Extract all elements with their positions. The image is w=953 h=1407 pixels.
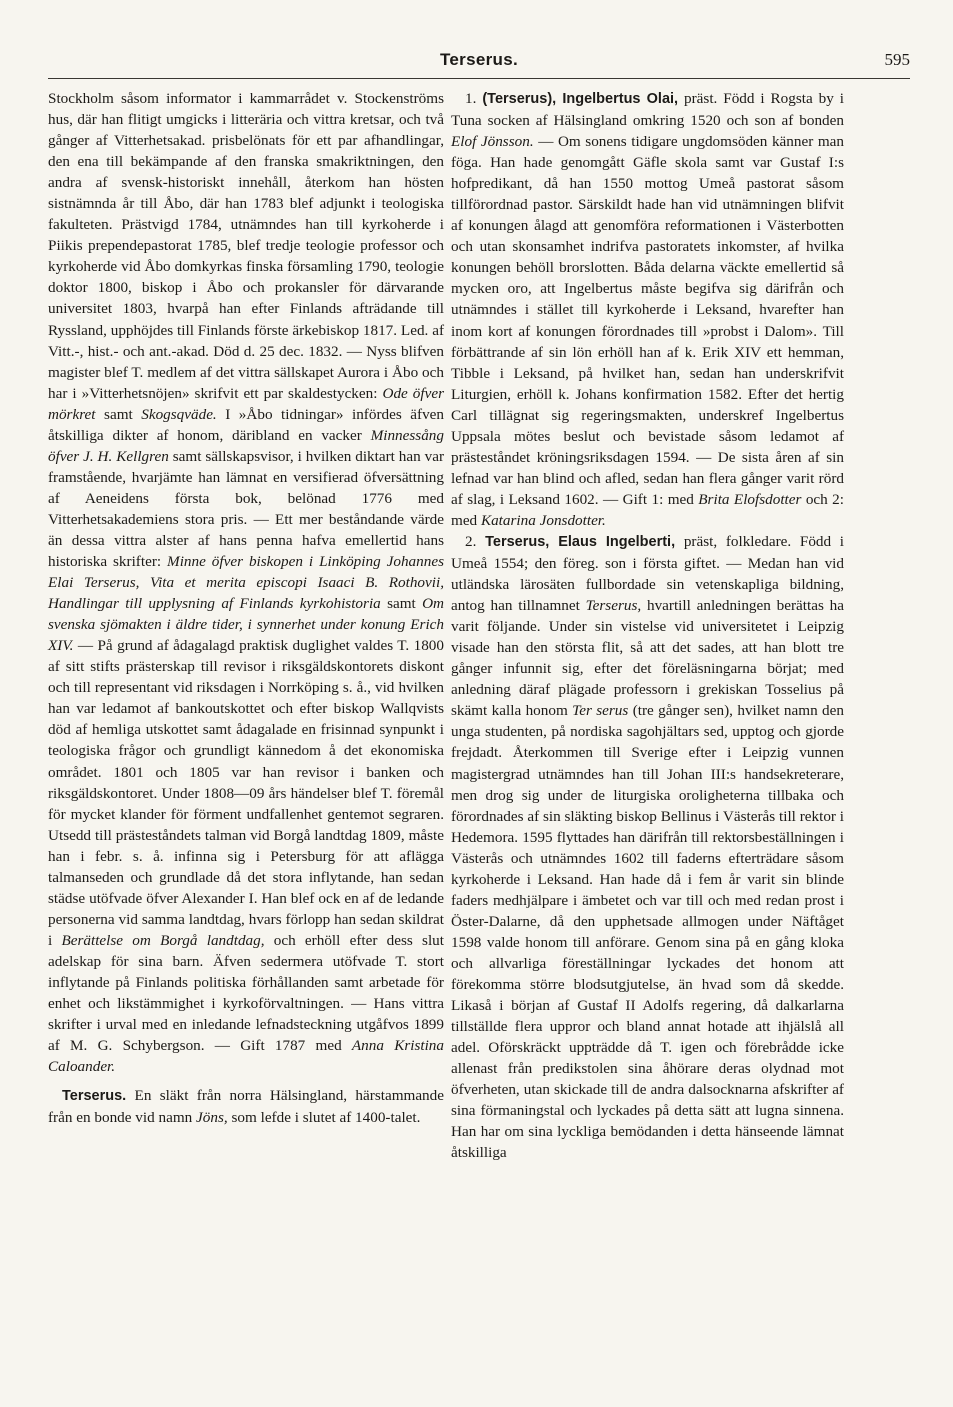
latin-phrase: Ter serus [572, 702, 629, 720]
text-run: samt [380, 595, 423, 613]
work-title: Ode öfver mörkret [48, 384, 445, 423]
text-run: samt sällskapsvisor, i hvilken diktart han var framstående, hvarjämte han lämnat en versifierad öfversättning af Aeneidens första bok, belönad 1776 med Vitterhetsakademiens stora pris. — Ett mer beståndande värde än dessa vittra alster af hans penna hafva emellertid hans historiska skrifter: [48, 447, 445, 571]
entry-headword: Terserus, Elaus Ingelberti, [485, 533, 676, 550]
text-run: Stockholm såsom informator i kammarrådet v. Stockenströms hus, där han flitigt umgicks i litteräria och vittra kretsar, och två gånger af Vitterhetsakad. prisbelönats för ett par afhandlingar, den ena till bekämpande af den franska smakriktningen, den andra af svensk-historiskt innehåll, återkom han hösten sistnämnda år till Åbo, där han 1783 blef adjunkt i teologiska fakulteten. Prästvigd 1784, utnämndes han till kyrkoherde i Piikis prependepastorat 1785, blef tredje teologie professor och kyrkoherde vid Åbo domkyrkas finska församling 1790, teologie doktor 1800, biskop i Åbo och prokansler för därvarande universitet 1803, hvarpå han efter Finlands afträdande till Ryssland, upphöjdes till Finlands förste ärkebiskop 1817. Led. af Vitt.-, hist.- och ant.-akad. Död d. 25 dec. 1832. — Nyss blifven magister blef T. medlem af det vittra sällskapet Aurora i Åbo och har i »Vitterhetsnöjen» skrifvit ett par skaldestycken: [48, 90, 444, 402]
entry-number: 1. [465, 90, 477, 107]
text-run: (tre gånger sen), hvilket namn den unga studenten, på nordiska sagohjältars sed, upptog och gjorde frejdadt. Återkommen till Sverige efter i Leipzig vunnen magistergrad utnämndes han till Johan III:s handsekreterare, men drog sig under de liturgiska oroligheterna tillbaka och förordnades af sin släkting biskop Bellinus i Västerås till rektor i Hedemora. 1595 flyttades han därifrån till rektorsbeställningen i Västerås och utnämndes 1602 till faderns efterträdare såsom kyrkoherde i Leksand. Han hade då i fem år varit sin blinde faders medhjälpare i ämbetet och var till och med redan prost i Öster-Dalarne, då den upphetsade allmogen under Näftåget 1598 valde honom till anförare. Genom sina på en gång kloka och allvarliga föreställningar lyckades det honom att förekomma större blodsutgjutelse, än hvad som då skedde. Likaså i början af Gustaf II Adolfs regering, då dalkarlarna tillställde flera uppror och bland annat hotade att ihjälslå all adel. Oförskräckt uppträdde då T. igen och förebrådde icke allenast från predikstolen sina åhörare deras olydnad mot öfverheten, utan skickade till de andra dalsocknarna afskrifter af sina förmaningstal och lyckades på detta sätt att lugna sinnena. Han har om sina lyckliga bemödanden i detta hänseende lämnat åtskilliga [451, 702, 844, 1162]
text-run: och 2: med [451, 490, 844, 529]
text-run: I »Åbo tidningar» infördes äfven åtskilliga dikter af honom, däribland en vacker [48, 405, 444, 444]
surname-term: Terserus, [585, 597, 642, 615]
entry-1 [451, 88, 844, 531]
person-name: Elof Jönsson. [451, 133, 534, 151]
right-column [451, 88, 844, 1163]
running-head: Terserus. [440, 50, 518, 69]
work-title: Berättelse om Borgå landtdag, [61, 931, 265, 949]
work-title: Skogsqväde. [141, 405, 217, 423]
text-run: präst. Född i Rogsta by i Tuna socken af Hälsingland omkring 1520 och son af bonden [451, 90, 844, 130]
work-title: Minnessång öfver J. H. Kellgren [48, 426, 444, 465]
work-title: Om svenska sjömakten i äldre tider, i synnerhet under konung Erich XIV. [48, 595, 445, 655]
text-run: samt [95, 405, 142, 423]
text-run: — På grund af ådagalagd praktisk duglighet valdes T. 1800 af sitt stifts prästerskap till revisor i riksgäldskontorets diskont och till representant vid riksdagen i Norrköping s. å., vid hvilken han var ledamot af bankoutskottet och efter biskop Wallqvists död af hemliga utskottet samt ådagalade en frisinnad synpunkt i teologiska frågor och grundligt kännedom å det ekonomiska området. 1801 och 1805 var han revisor i banken och riksgäldskontoret. Under 1808—09 års händelser blef T. föremål för mycket klander för förment undfallenhet gentemot segraren. Utsedd till prästeståndets talman vid Borgå landtdag 1809, måste han i febr. s. å. infinna sig i Petersburg för att aflägga talmanseden och grundlade då det stora inflytande, han sedan städse utöfvade öfver Alexander I. Han blef ock en af de ledande personerna vid samma landtdag, hvars förlopp han sedan skildrat i [48, 637, 444, 949]
text-run: präst, folkledare. Född i Umeå 1554; den föreg. son i första giftet. — Medan han vid utländska lärosäten fullbordade sin vetenskapliga bildning, antog han tillnamnet [451, 532, 845, 615]
text-run: som lefde i slutet af 1400-talet. [227, 1109, 421, 1127]
text-run: och erhöll efter dess slut adelskap för sina barn. Äfven sedermera utöfvade T. stort inflytande på Finlands politiska förhållanden samt arbetade för enhet och likstämmighet i kyrkoförvaltningen. — Hans vittra skrifter i urval med en inledande lefnadsteckning utgåfvos 1899 af M. G. Schybergson. — Gift 1787 med [48, 931, 444, 1055]
page-header [48, 50, 910, 76]
spouse-name: Anna Kristina Caloander. [48, 1037, 444, 1076]
header-rule [48, 78, 910, 79]
entry-headword: (Terserus), Ingelbertus Olai, [482, 91, 679, 107]
family-entry [48, 1085, 444, 1128]
page-number: 595 [884, 50, 910, 69]
text-run: En släkt från norra Hälsingland, härstammande från en bonde vid namn [48, 1087, 444, 1127]
left-column [48, 88, 444, 1128]
spouse-name: Brita Elofsdotter [698, 490, 802, 508]
person-name: Jöns, [196, 1109, 228, 1127]
spouse-name: Katarina Jonsdotter. [480, 511, 606, 529]
text-run: — Om sonens tidigare ungdomsöden känner man föga. Han hade genomgått Gäfle skola samt var Gustaf I:s hofpredikant, då han 1550 mottog Umeå pastorat såsom tillförordnad pastor. Särskildt hade han vid utnämningen blifvit af konungen ålagd att genomföra reformationen i Västerbotten och utan skonsamhet indrifva pastoratets inkomster, af hvilka konungen behöll brorslotten. Båda delarna väckte emellertid så mycken oro, att Ingelbertus måste begifva sig därifrån och utnämndes i stället till kyrkoherde i Leksand, hvarefter han inom kort af konungen förordnades till »probst i Dalom». Till förbättrande af sin lön erhöll han af k. Erik XIV ett hemman, Tibble i Leksand, på hvilket han, sedan han underskrifvit Liturgien, erhöll k. Johans konfirmation 1582. Efter det hertig Carl tillägnat sig regeringsmakten, underskref Ingelbertus Uppsala mötes beslut och bevistade såsom ledamot af prästeståndet kröningsriksdagen 1594. — De sista åren af sin lefnad var han blind och afled, sedan han flera gånger varit rörd af slag, i Leksand 1602. — Gift 1: med [451, 133, 844, 508]
entry-number: 2. [465, 532, 477, 550]
biography-continuation [48, 88, 444, 1077]
text-run: hvartill anledningen berättas ha varit följande. Under sin vistelse vid universitetet i Leipzig visade han den största flit, så att det sades, att han blott tre gånger infunnit sig, efter det föreläsningarna börjat; med anledning däraf plägade professorn i grekiskan Tosselius på skämt kalla honom [451, 597, 844, 720]
entry-headword: Terserus. [62, 1088, 127, 1105]
work-title: Minne öfver biskopen i Linköping Johannes Elai Terserus, Vita et merita episcopi Isaaci B. Rothovii, Handlingar till upplysning af Finlands kyrkohistoria [48, 553, 444, 613]
entry-2 [451, 531, 844, 1163]
